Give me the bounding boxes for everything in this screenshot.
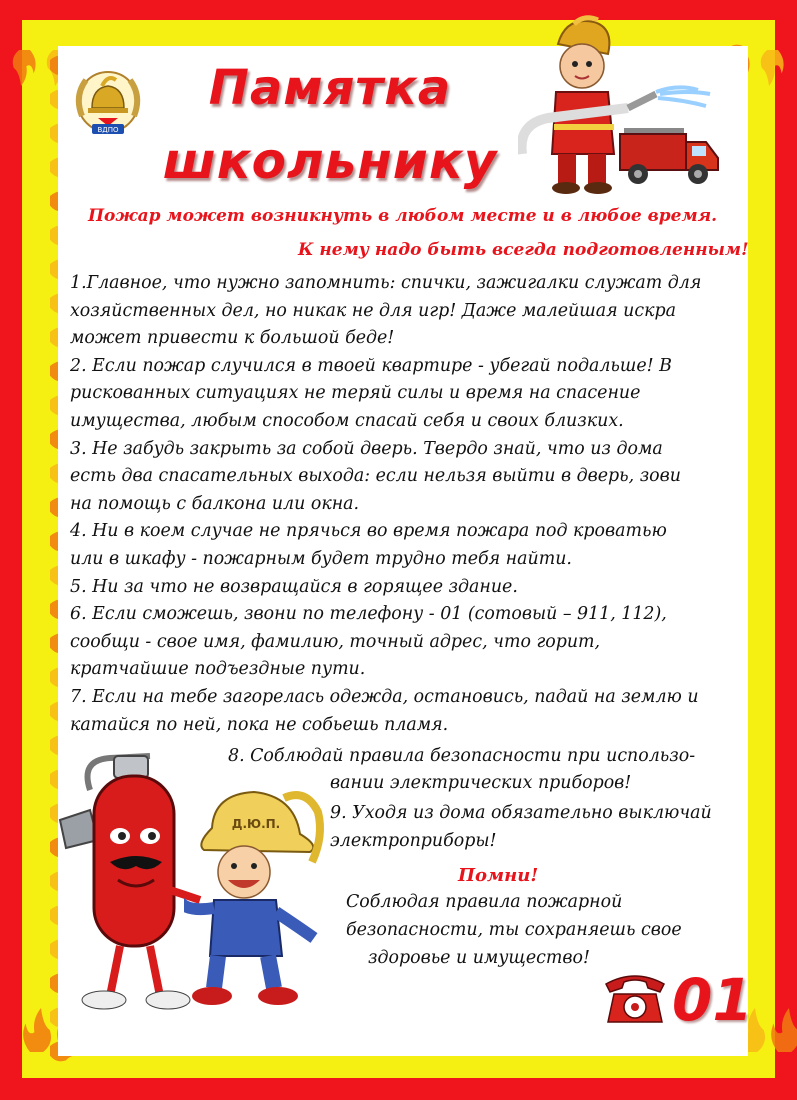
rule-line: 1.Главное, что нужно запомнить: спички, зажигалки служат для [70, 273, 702, 293]
rule-line: катайся по ней, пока не собьешь пламя. [70, 714, 449, 735]
page-title-line1: Памятка [208, 60, 452, 116]
rules-list [70, 270, 740, 739]
rule-line: сообщи - свое имя, фамилию, точный адрес, что горит, [70, 631, 601, 652]
rule-line: 3. Не забудь закрыть за собой дверь. Твердо знай, что из дома [70, 438, 663, 459]
rule-line: есть два спасательных выхода: если нельзя выйти в дверь, зови [70, 466, 681, 487]
helmet-badge-text: Д.Ю.П. [231, 817, 281, 831]
closing-line2: безопасности, ты сохраняешь свое [346, 920, 682, 940]
rule-line: на помощь с балкона или окна. [70, 493, 360, 514]
rule9-line2: электроприборы! [330, 831, 497, 851]
young-firefighter-icon [184, 788, 334, 1018]
closing-line1: Соблюдая правила пожарной [346, 892, 623, 912]
fire-truck-icon [614, 120, 724, 190]
rule-line: может привести к большой беде! [70, 328, 395, 349]
emergency-number: 01 [672, 966, 753, 1034]
rule8-line2: вании электрических приборов! [330, 773, 632, 793]
fire-helmet-emblem-icon [68, 66, 148, 142]
rule-line: 2. Если пожар случился в твоей квартире - убегай подальше! В [70, 355, 672, 376]
rule-line: 7. Если на тебе загорелась одежда, остановись, падай на землю и [70, 686, 699, 707]
closing-line3: здоровье и имущество! [368, 948, 590, 968]
emblem-label: ВДПО [97, 126, 119, 134]
rule-line: хозяйственных дел, но никак не для игр! Даже малейшая искра [70, 300, 676, 321]
remember-heading: Помни! [458, 865, 539, 886]
intro-line2: К нему надо быть всегда подготовленным! [298, 240, 749, 260]
rule-line: имущества, любым способом спасай себя и своих близких. [70, 410, 624, 431]
rule-line: рискованных ситуациях не теряй силы и время на спасение [70, 383, 641, 404]
rule-line: или в шкафу - пожарным будет трудно тебя найти. [70, 548, 572, 569]
rule-line: 5. Ни за что не возвращайся в горящее здание. [70, 576, 518, 597]
intro-line1: Пожар может возникнуть в любом месте и в любое время. [88, 206, 718, 226]
rule-line: кратчайшие подъездные пути. [70, 659, 366, 680]
rule8-line1: 8. Соблюдай правила безопасности при использо- [228, 746, 696, 766]
rule9-line1: 9. Уходя из дома обязательно выключай [330, 803, 712, 823]
rule-line: 4. Ни в коем случае не прячься во время пожара под кроватью [70, 521, 667, 542]
page-title-line2: школьнику [162, 132, 498, 190]
telephone-icon [602, 970, 668, 1026]
rule-line: 6. Если сможешь, звони по телефону - 01 (сотовый – 911, 112), [70, 604, 667, 625]
